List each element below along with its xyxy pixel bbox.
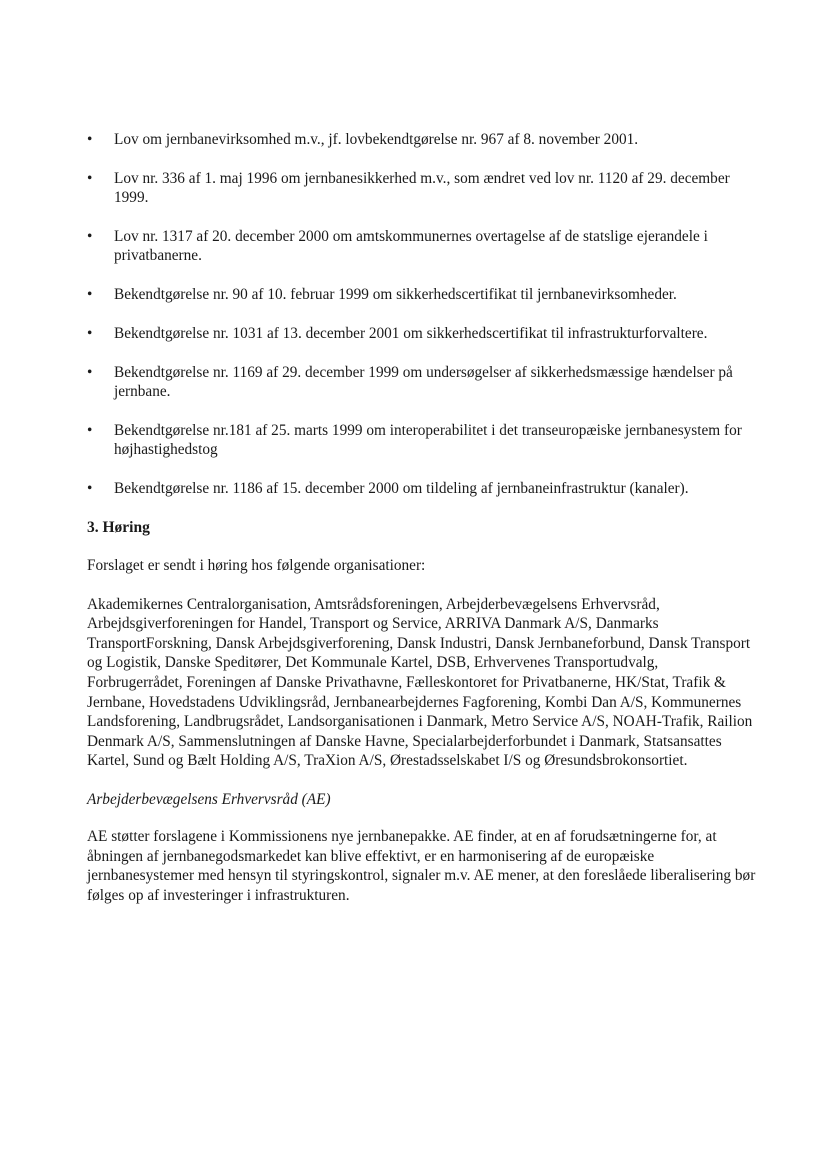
bullet-icon: •	[87, 364, 93, 381]
consultation-intro: Forslaget er sendt i høring hos følgende organisationer:	[87, 557, 426, 574]
law-item	[87, 421, 757, 459]
law-item	[87, 227, 757, 265]
law-item-text: Lov nr. 336 af 1. maj 1996 om jernbanesikkerhed m.v., som ændret ved lov nr. 1120 af 29. december 1999.	[114, 170, 730, 206]
law-item	[87, 285, 757, 304]
law-item-text: Bekendtgørelse nr. 90 af 10. februar 1999 om sikkerhedscertifikat til jernbanevirksomheder.	[114, 286, 677, 303]
law-item	[87, 169, 757, 207]
law-item	[87, 130, 757, 149]
law-list	[87, 130, 757, 498]
bullet-icon: •	[87, 170, 93, 187]
law-item-text: Lov om jernbanevirksomhed m.v., jf. lovbekendtgørelse nr. 967 af 8. november 2001.	[114, 131, 639, 148]
law-item-text: Lov nr. 1317 af 20. december 2000 om amtskommunernes overtagelse af de statslige ejerandele i privatbanerne.	[114, 228, 708, 264]
response-body: AE støtter forslagene i Kommissionens nye jernbanepakke. AE finder, at en af forudsætningerne for, at åbningen af jernbanegodsmarkedet kan blive effektivt, er en harmonisering af de europæiske jernbanesystemer med hensyn til styringskontrol, signaler m.v. AE mener, at den foreslåede liberalisering bør følges op af investeringer i infrastrukturen.	[87, 827, 756, 904]
bullet-icon: •	[87, 480, 93, 497]
bullet-icon: •	[87, 286, 93, 303]
bullet-icon: •	[87, 131, 93, 148]
law-item	[87, 479, 757, 498]
law-item	[87, 363, 757, 401]
bullet-icon: •	[87, 325, 93, 342]
law-item-text: Bekendtgørelse nr. 1031 af 13. december 2001 om sikkerhedscertifikat til infrastrukturforvaltere.	[114, 325, 708, 342]
law-item-text: Bekendtgørelse nr. 1169 af 29. december 1999 om undersøgelser af sikkerhedsmæssige hændelser på jernbane.	[114, 364, 733, 400]
law-item-text: Bekendtgørelse nr.181 af 25. marts 1999 om interoperabilitet i det transeuropæiske jernbanesystem for højhastighedstog	[114, 422, 742, 458]
bullet-icon: •	[87, 422, 93, 439]
law-item	[87, 324, 757, 343]
section-heading: 3. Høring	[87, 519, 150, 536]
law-item-text: Bekendtgørelse nr. 1186 af 15. december 2000 om tildeling af jernbaneinfrastruktur (kanaler).	[114, 480, 689, 497]
bullet-icon: •	[87, 228, 93, 245]
page-content	[87, 130, 757, 905]
organization-list: Akademikernes Centralorganisation, Amtsrådsforeningen, Arbejderbevægelsens Erhvervsråd, Arbejdsgiverforeningen for Handel, Transport og Service, ARRIVA Danmark A/S, Danmarks TransportForskning, Dansk Arbejdsgiverforening, Dansk Industri, Dansk Jernbaneforbund, Dansk Transport og Logistik, Danske Speditører, Det Kommunale Kartel, DSB, Erhvervenes Transportudvalg, Forbrugerrådet, Foreningen af Danske Privathavne, Fælleskontoret for Privatbanerne, HK/Stat, Trafik & Jernbane, Hovedstadens Udviklingsråd, Jernbanearbejdernes Fagforening, Kombi Dan A/S, Kommunernes Landsforening, Landbrugsrådet, Landsorganisationen i Danmark, Metro Service A/S, NOAH-Trafik, Railion Denmark A/S, Sammenslutningen af Danske Havne, Specialarbejderforbundet i Danmark, Statsansattes Kartel, Sund og Bælt Holding A/S, TraXion A/S, Ørestadsselskabet I/S og Øresundsbrokonsortiet.	[87, 595, 753, 770]
response-subheading: Arbejderbevægelsens Erhvervsråd (AE)	[87, 790, 331, 808]
